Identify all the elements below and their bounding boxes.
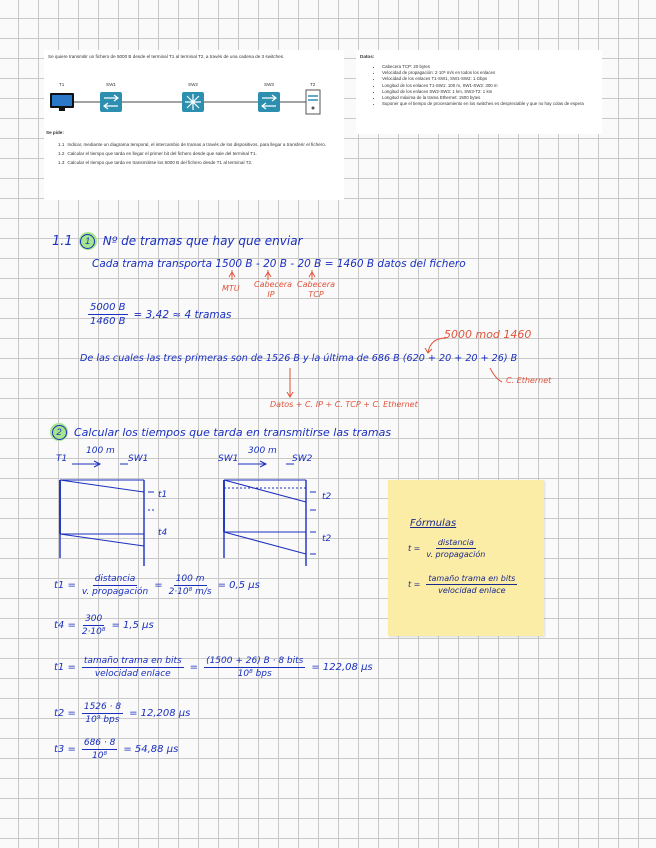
formulas-sticky-note — [388, 480, 544, 636]
data-card — [356, 50, 602, 134]
q2-title: Calcular los tiempos que tarda en transmitirse las tramas — [74, 425, 392, 439]
diag1-t1: t1 — [158, 490, 168, 500]
formula-transmission: t = $\frac{\text{tamaño trama en bits}}{\text{velocidad enlace}}$ — [408, 574, 516, 595]
data-item: • Longitud de los enlaces T1-SW1: 100 m, SW1-SW2: 300 m — [382, 83, 608, 89]
diag2-left-label: SW1 — [218, 454, 239, 464]
problem-card — [44, 50, 344, 200]
monitor-icon — [50, 93, 74, 111]
annotation-cabecera-tcp: Cabecera TCP — [297, 280, 335, 299]
ethernet-note: C. Ethernet — [506, 376, 552, 385]
node-label-sw2: SW2 — [188, 82, 198, 87]
annotation-cabecera-ip: Cabecera IP — [254, 280, 292, 299]
problem-statement: Se quiere transmitir un fichero de 5000 B desde el terminal T1 al terminal T2, a través de una cadena de 3 switches. — [48, 54, 285, 59]
q1-label: 1.1 — [52, 233, 73, 249]
diag1-right-label: SW1 — [128, 454, 149, 464]
circle-number-icon: 1 — [79, 232, 97, 250]
trama-line: Cada trama transporta 1500 B - 20 B - 20 B = 1460 B datos del fichero — [92, 258, 466, 270]
timing-diagram-1 — [54, 458, 184, 568]
diag2-distance: 300 m — [248, 446, 277, 456]
node-label-t1: T1 — [59, 82, 65, 87]
circle-number-icon: 2 — [50, 423, 68, 441]
data-item: • Velocidad de propagación: 2·10⁸ m/s en todos los enlaces — [382, 70, 608, 76]
diag1-t4: t4 — [158, 528, 168, 538]
switch-icon — [100, 92, 122, 112]
annotation-mtu: MTU — [222, 284, 240, 293]
equation-t1-transmission: t1 = $\frac{\text{tamaño trama en bits}}{\text{velocidad enlace}}$ = $\frac{\text{(1500 + 26) B · 8 bits}}{\text{10⁸ bps}}$ = 122,08 µs — [54, 656, 373, 679]
data-item: • Longitud máxima de la trama Ethernet: 1500 bytes — [382, 95, 608, 101]
equation-t3-transmission: t3 = $\frac{686 \cdot 8}{\text{10⁸}}$ = 54,88 µs — [54, 738, 179, 761]
data-item: • Longitud de los enlaces SW2-SW3: 1 km, SW3-T2: 1 km — [382, 89, 608, 95]
node-label-t2: T2 — [310, 82, 316, 87]
question-item: 1.1 Indicar, mediante un diagrama temporal, el intercambio de tramas a través de los dispositivos, para llegar a transferir el fichero. — [58, 142, 327, 147]
node-label-sw1: SW1 — [106, 82, 116, 87]
node-label-sw3: SW3 — [264, 82, 274, 87]
data-list — [368, 64, 608, 107]
mod-note: 5000 mod 1460 — [444, 328, 532, 341]
server-icon — [306, 90, 320, 114]
question-item: 1.2 Calcular el tiempo que tarda en llegar el primer bit del fichero desde que sale del terminal T1. — [58, 151, 257, 156]
question-item: 1.3 Calcular el tiempo que tarda en transmitirse los 5000 B del fichero desde T1 al terminal T2. — [58, 160, 253, 165]
data-item: • Suponer que el tiempo de procesamiento en los switches es despreciable y que no hay colas de espera — [382, 101, 608, 107]
switch-star-icon — [182, 92, 204, 112]
tramas-fraction: $\frac{5000 B}{1460 B}$ = 3,42 ≈ 4 tramas — [90, 302, 232, 327]
diag2-t2b: t2 — [322, 534, 332, 544]
formulas-title: Fórmulas — [410, 518, 457, 529]
equation-t4-propagation: t4 = $\frac{300}{\text{2·10⁸}}$ = 1,5 µs — [54, 614, 154, 637]
equation-t1-propagation: t1 = $\frac{\text{distancia}}{\text{v. propagación}}$ = $\frac{100 m}{\text{2·10⁸ m/s}}$ = 0,5 µs — [54, 574, 260, 597]
questions-label: Se pide: — [46, 130, 64, 135]
timing-diagram-2 — [218, 458, 348, 568]
q1-heading — [52, 232, 302, 250]
data-item: • Cabecera TCP: 20 bytes — [382, 64, 608, 70]
q2-heading — [50, 423, 391, 441]
equation-t2-transmission: t2 = $\frac{1526 \cdot 8}{\text{10⁹ bps}}$ = 12,208 µs — [54, 702, 191, 725]
size-line: De las cuales las tres primeras son de 1526 B y la última de 686 B (620 + 20 + 20 + 26) B — [80, 353, 518, 364]
diag1-left-label: T1 — [56, 454, 68, 464]
questions-list — [58, 142, 340, 166]
diag2-right-label: SW2 — [292, 454, 313, 464]
data-title: Datos: — [360, 54, 375, 59]
q1-title: Nº de tramas que hay que enviar — [102, 234, 303, 248]
datos-note: Datos + C. IP + C. TCP + C. Ethernet — [270, 400, 418, 409]
switch-icon — [258, 92, 280, 112]
fraction-result: = 3,42 ≈ 4 tramas — [133, 308, 232, 321]
diag1-distance: 100 m — [86, 446, 115, 456]
formula-propagation: t = $\frac{\text{distancia}}{\text{v. propagación}}$ — [408, 538, 486, 559]
data-item: • Velocidad de los enlaces T1-SW1, SW1-SW2: 1 Gbps — [382, 76, 608, 82]
diag2-t2: t2 — [322, 492, 332, 502]
